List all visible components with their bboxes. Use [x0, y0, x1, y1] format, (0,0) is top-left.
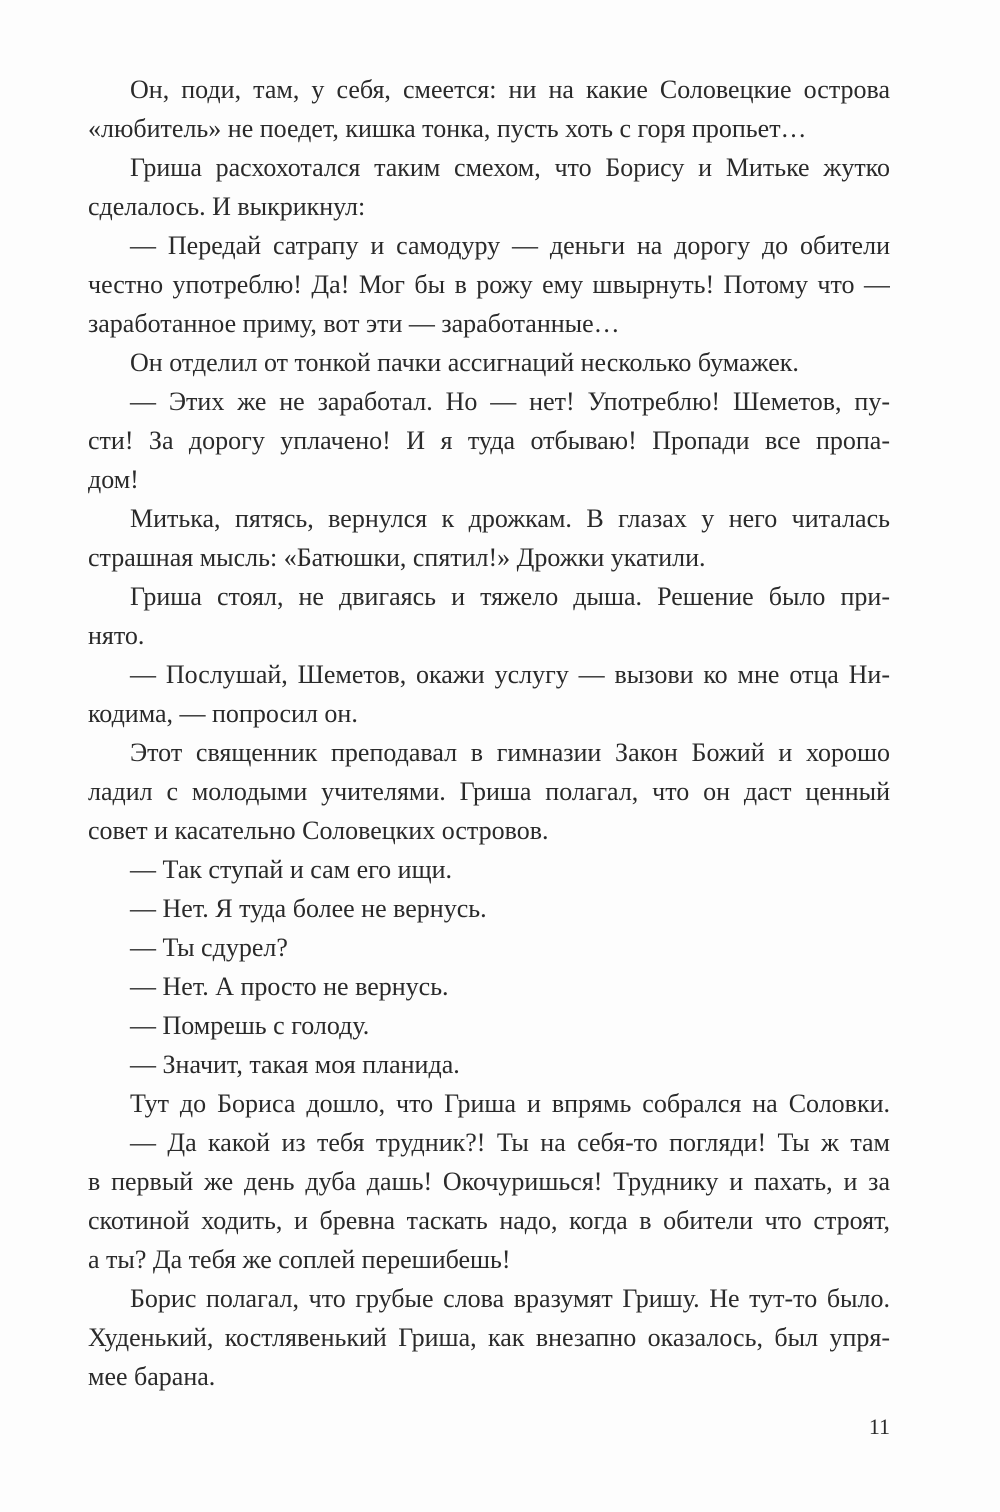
text-line: — Помрешь с голоду. — [130, 1011, 370, 1040]
text-line: страшная мысль: «Батюшки, спятил!» Дрожки укатили. — [88, 543, 706, 572]
text-line: заработанное приму, вот эти — заработанные… — [88, 309, 620, 338]
text-line: — Значит, такая моя планида. — [130, 1050, 460, 1079]
text-line: — Послушай, Шеметов, окажи услугу — вызови ко мне отца Ни- — [130, 660, 890, 689]
text-line: сделалось. И выкрикнул: — [88, 192, 366, 221]
page-text — [88, 70, 890, 1396]
text-line: Он отделил от тонкой пачки ассигнаций несколько бумажек. — [130, 348, 799, 377]
text-line: ладил с молодыми учителями. Гриша полагал, что он даст ценный — [88, 777, 890, 806]
text-line: честно употреблю! Да! Мог бы в рожу ему швырнуть! Потому что — — [88, 270, 890, 299]
text-line: «любитель» не поедет, кишка тонка, пусть хоть с горя пропьет… — [88, 114, 807, 143]
text-line: нято. — [88, 621, 145, 650]
text-line: Митька, пятясь, вернулся к дрожкам. В глазах у него читалась — [130, 504, 890, 533]
text-line: Худенький, костлявенький Гриша, как внезапно оказалось, был упря- — [88, 1323, 890, 1352]
text-line: Гриша расхохотался таким смехом, что Борису и Митьке жутко — [130, 153, 890, 182]
text-line: сти! За дорогу уплачено! И я туда отбываю! Пропади все пропа- — [88, 426, 890, 455]
text-line: а ты? Да тебя же соплей перешибешь! — [88, 1245, 511, 1274]
text-line: дом! — [88, 465, 139, 494]
text-line: совет и касательно Соловецких островов. — [88, 816, 549, 845]
text-line: Он, поди, там, у себя, смеется: ни на какие Соловецкие острова — [130, 75, 890, 104]
text-line: в первый же день дуба дашь! Окочуришься! Труднику и пахать, и за — [88, 1167, 890, 1196]
text-line: Гриша стоял, не двигаясь и тяжело дыша. Решение было при- — [130, 582, 890, 611]
text-line: — Передай сатрапу и самодуру — деньги на дорогу до обители — [130, 231, 890, 260]
text-line: — Этих же не заработал. Но — нет! Употреблю! Шеметов, пу- — [130, 387, 890, 416]
text-line: — Да какой из тебя трудник?! Ты на себя-то погляди! Ты ж там — [130, 1128, 890, 1157]
page-number: 11 — [868, 1414, 890, 1439]
text-line: — Так ступай и сам его ищи. — [130, 855, 453, 884]
text-line: — Нет. А просто не вернусь. — [130, 972, 449, 1001]
text-line: мее барана. — [88, 1362, 216, 1391]
text-line: — Нет. Я туда более не вернусь. — [130, 894, 487, 923]
text-line: Борис полагал, что грубые слова вразумят Гришу. Не тут-то было. — [130, 1284, 890, 1313]
text-line: скотиной ходить, и бревна таскать надо, когда в обители что строят, — [88, 1206, 890, 1235]
text-line: Этот священник преподавал в гимназии Закон Божий и хорошо — [130, 738, 890, 767]
text-line: — Ты сдурел? — [130, 933, 288, 962]
text-line: Тут до Бориса дошло, что Гриша и впрямь собрался на Соловки. — [130, 1089, 890, 1118]
text-line: кодима, — попросил он. — [88, 699, 358, 728]
